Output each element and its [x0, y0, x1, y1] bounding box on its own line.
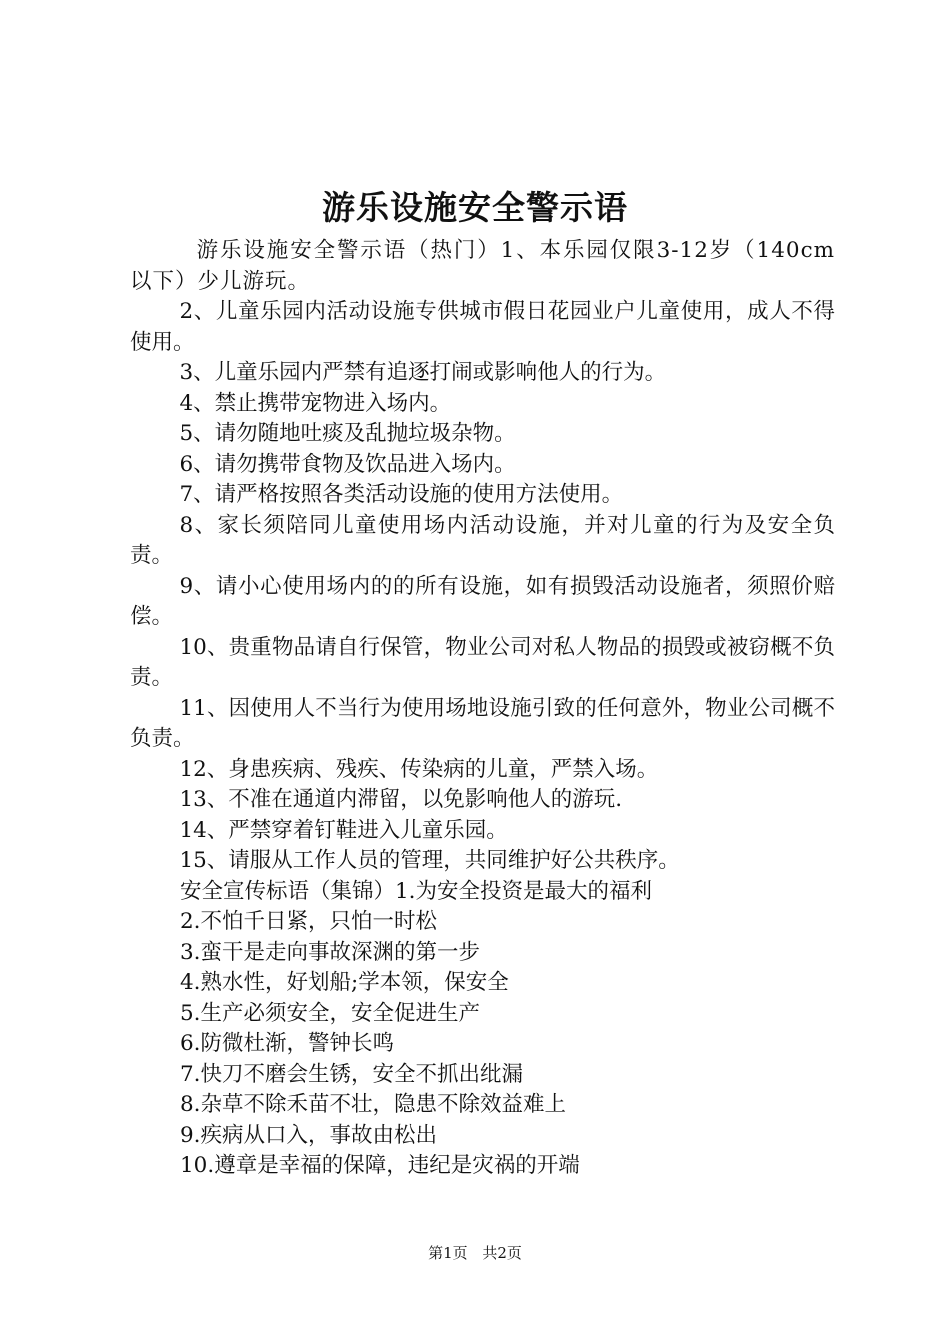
intro-paragraph: 游乐设施安全警示语（热门）1、本乐园仅限3-12岁（140cm以下）少儿游玩。 — [130, 238, 835, 294]
slogan-item: 7.快刀不磨会生锈，安全不抓出纰漏 — [180, 1061, 524, 1087]
document-body — [130, 236, 835, 1182]
rule-item: 9、请小心使用场内的的所有设施，如有损毁活动设施者，须照价赔偿。 — [130, 573, 835, 629]
slogan-item: 5.生产必须安全，安全促进生产 — [180, 1000, 481, 1026]
slogan-item: 6.防微杜渐，警钟长鸣 — [180, 1031, 395, 1056]
slogans-heading: 安全宣传标语（集锦）1.为安全投资是最大的福利 — [180, 878, 653, 904]
slogan-item: 2.不怕千日紧，只怕一时松 — [180, 909, 438, 934]
rule-item: 11、因使用人不当行为使用场地设施引致的任何意外，物业公司概不负责。 — [130, 695, 835, 751]
rule-item: 13、不准在通道内滞留，以免影响他人的游玩. — [179, 787, 623, 812]
slogan-item: 3.蛮干是走向事故深渊的第一步 — [180, 939, 481, 965]
rule-item: 3、儿童乐园内严禁有追逐打闹或影响他人的行为。 — [179, 360, 667, 385]
rule-item: 2、儿童乐园内活动设施专供城市假日花园业户儿童使用，成人不得使用。 — [130, 299, 835, 355]
rule-item: 8、家长须陪同儿童使用场内活动设施，并对儿童的行为及安全负责。 — [130, 512, 835, 568]
rule-item: 10、贵重物品请自行保管，物业公司对私人物品的损毁或被窃概不负责。 — [130, 634, 835, 690]
rule-item: 14、严禁穿着钉鞋进入儿童乐园。 — [179, 817, 508, 843]
page-total: 共2页 — [482, 1244, 522, 1262]
rule-item: 5、请勿随地吐痰及乱抛垃圾杂物。 — [179, 421, 516, 446]
rule-item: 4、禁止携带宠物进入场内。 — [179, 390, 452, 416]
slogan-item: 4.熟水性，好划船;学本领，保安全 — [180, 970, 509, 995]
slogan-item: 10.遵章是幸福的保障，违纪是灾祸的开端 — [180, 1153, 580, 1178]
rule-item: 12、身患疾病、残疾、传染病的儿童，严禁入场。 — [179, 756, 659, 782]
rule-item: 15、请服从工作人员的管理，共同维护好公共秩序。 — [179, 848, 680, 873]
rule-item: 7、请严格按照各类活动设施的使用方法使用。 — [179, 482, 624, 507]
page-title: 游乐设施安全警示语 — [322, 188, 628, 227]
page-number: 第1页 — [428, 1244, 468, 1262]
rule-item: 6、请勿携带食物及饮品进入场内。 — [179, 451, 516, 477]
page-footer — [0, 1243, 950, 1263]
slogan-item: 8.杂草不除禾苗不壮，隐患不除效益难上 — [180, 1092, 567, 1117]
slogan-item: 9.疾病从口入，事故由松出 — [180, 1122, 438, 1148]
